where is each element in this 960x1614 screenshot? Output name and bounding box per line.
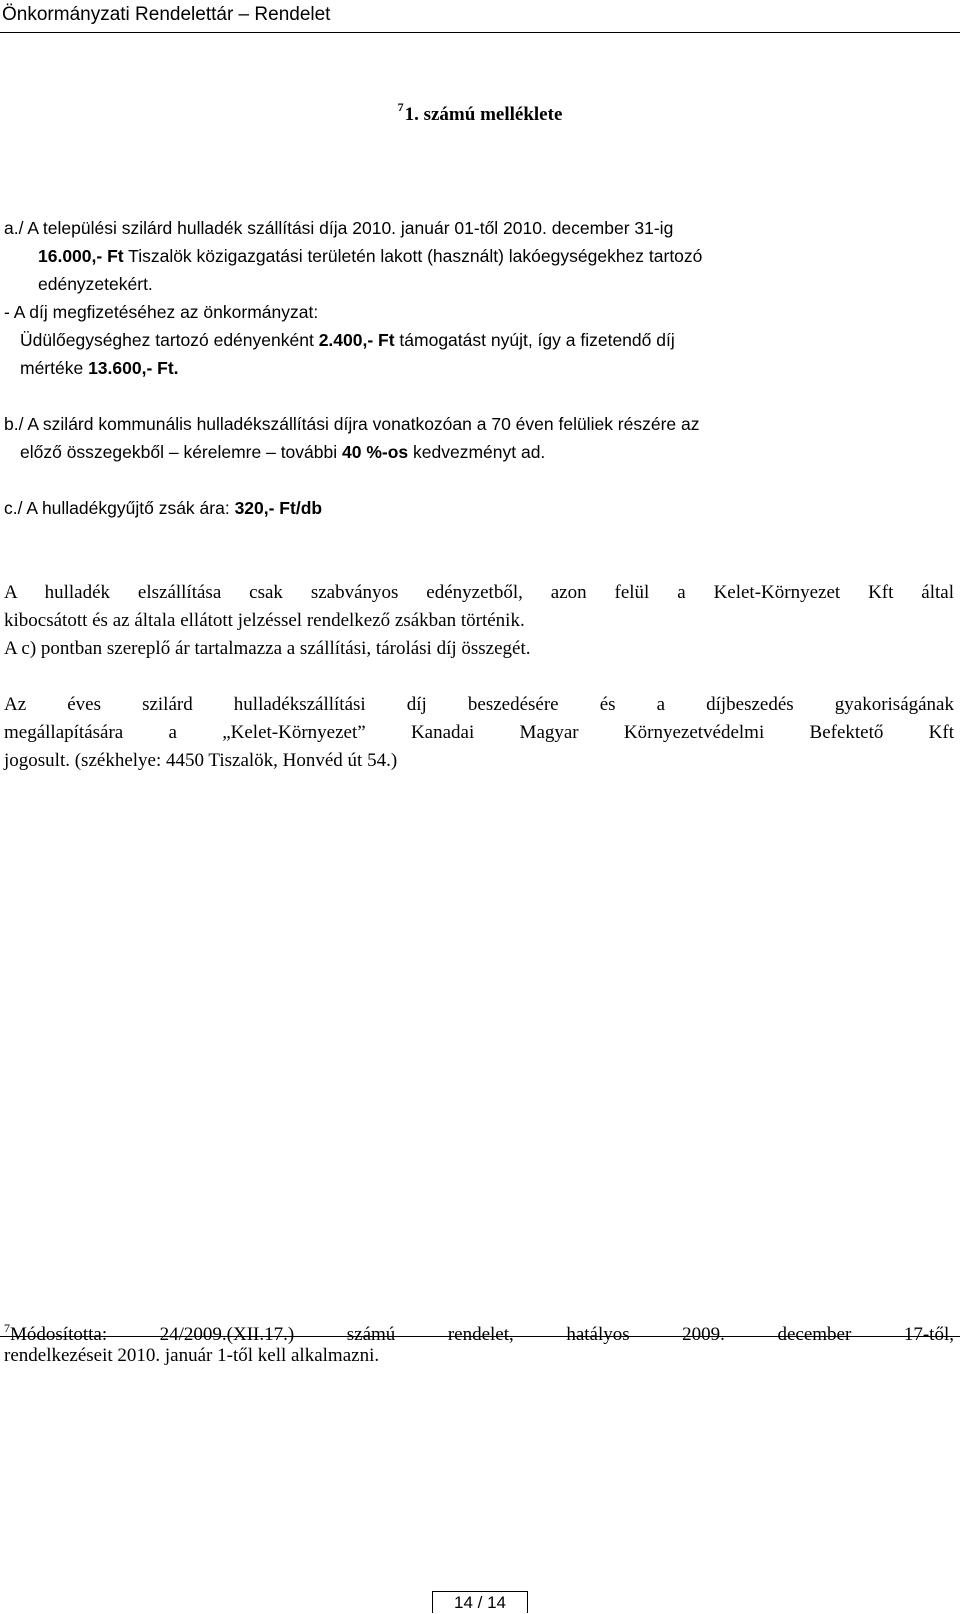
paragraph-1-line-2 bbox=[4, 610, 525, 632]
header-title: Önkormányzati Rendelettár – Rendelet bbox=[2, 4, 331, 25]
section-a-line-6 bbox=[20, 358, 179, 378]
section-a-line-5 bbox=[20, 330, 675, 350]
text: támogatást nyújt, így a fizetendő díj bbox=[394, 330, 675, 350]
text: b./ A szilárd kommunális hulladékszállítási díjra vonatkozóan a 70 éven felüliek részére az bbox=[4, 414, 700, 434]
annex-title-text: 1. számú melléklete bbox=[404, 104, 563, 125]
text: edényzetekért. bbox=[38, 274, 153, 294]
section-b-line-1 bbox=[4, 414, 700, 434]
text: mértéke bbox=[20, 358, 89, 378]
annex-title bbox=[0, 100, 960, 126]
paragraph-2-line-2 bbox=[4, 722, 954, 744]
section-a-line-2 bbox=[38, 246, 702, 266]
paragraph-2-line-1 bbox=[4, 694, 954, 716]
text: a./ A települési szilárd hulladék szállítási díja 2010. január 01-től 2010. december 31-ig bbox=[4, 218, 674, 238]
paragraph-1-line-3 bbox=[4, 638, 531, 660]
footnote-ref: 7 bbox=[397, 100, 404, 114]
header-divider bbox=[0, 32, 960, 33]
discount-strong: 40 %-os bbox=[342, 442, 409, 462]
text: Üdülőegységhez tartozó edényenként bbox=[20, 330, 319, 350]
text: kedvezményt ad. bbox=[408, 442, 546, 462]
text: Módosította: 24/2009.(XII.17.) számú rendelet, hatályos 2009. december 17-től, bbox=[10, 1324, 954, 1345]
page-header bbox=[0, 0, 960, 34]
section-b-line-2 bbox=[20, 442, 545, 462]
text: A hulladék elszállítása csak szabványos edényzetből, azon felül a Kelet-Környezet Kft által bbox=[4, 582, 954, 603]
page-number-text: 14 / 14 bbox=[454, 1593, 506, 1612]
section-c-line-1 bbox=[4, 498, 322, 518]
text: rendelkezéseit 2010. január 1-től kell alkalmazni. bbox=[4, 1345, 380, 1366]
text: Az éves szilárd hulladékszállítási díj beszedésére és a díjbeszedés gyakoriságának bbox=[4, 694, 954, 715]
text: kibocsátott és az általa ellátott jelzéssel rendelkező zsákban történik. bbox=[4, 610, 525, 631]
paragraph-2-line-3 bbox=[4, 750, 397, 772]
paragraph-1-line-1 bbox=[4, 582, 954, 604]
text: A c) pontban szereplő ár tartalmazza a szállítási, tárolási díj összegét. bbox=[4, 638, 531, 659]
amount-strong: 16.000,- Ft bbox=[38, 246, 124, 266]
text: jogosult. (székhelye: 4450 Tiszalök, Honvéd út 54.) bbox=[4, 750, 398, 771]
page-number bbox=[432, 1591, 528, 1613]
section-a-line-4 bbox=[4, 302, 318, 322]
amount-strong: 2.400,- Ft bbox=[318, 330, 395, 350]
section-a-line-1 bbox=[4, 218, 673, 238]
text: megállapítására a „Kelet-Környezet” Kanadai Magyar Környezetvédelmi Befektető Kft bbox=[4, 722, 954, 743]
footnote-line-2 bbox=[4, 1345, 379, 1367]
text: - A díj megfizetéséhez az önkormányzat: bbox=[4, 302, 319, 322]
text: előző összegekből – kérelemre – további bbox=[20, 442, 342, 462]
text: c./ A hulladékgyűjtő zsák ára: bbox=[4, 498, 235, 518]
section-a-line-3 bbox=[38, 274, 153, 294]
price-strong: 320,- Ft/db bbox=[234, 498, 323, 518]
amount-strong: 13.600,- Ft. bbox=[88, 358, 179, 378]
text: Tiszalök közigazgatási területén lakott (használt) lakóegységekhez tartozó bbox=[123, 246, 703, 266]
footnote-line-1 bbox=[4, 1317, 954, 1346]
footnote-marker: 7 bbox=[4, 1321, 10, 1335]
